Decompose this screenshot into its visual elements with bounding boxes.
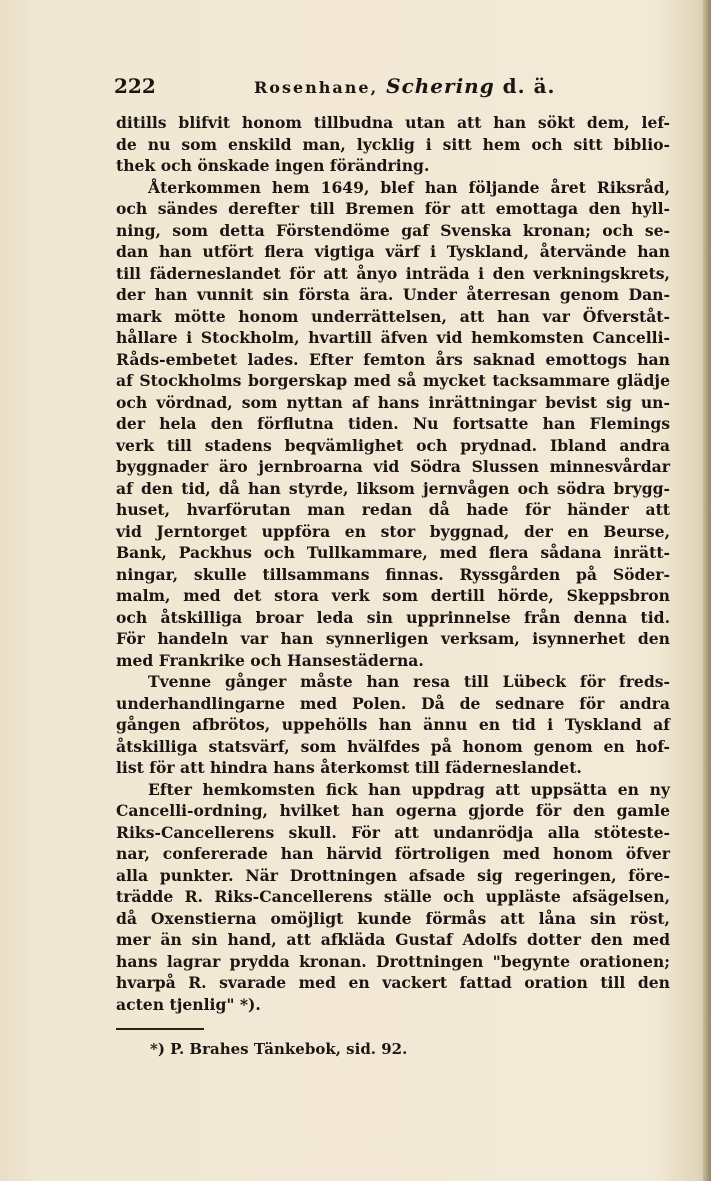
body-text <box>116 112 670 1015</box>
page-header <box>114 74 674 104</box>
text-line: acten tjenlig" *). <box>116 994 261 1014</box>
text-line: af den tid, då han styrde, liksom jernvågen och södra brygg- <box>116 478 670 498</box>
running-title-author: Rosenhane, <box>254 78 379 97</box>
text-line: byggnader äro jernbroarna vid Södra Slussen minnesvårdar <box>116 457 670 476</box>
text-line: För handeln var han synnerligen verksam, isynnerhet den <box>116 629 670 648</box>
text-line: thek och önskade ingen förändring. <box>116 156 430 175</box>
running-title-name: Schering <box>386 74 495 98</box>
text-line: mer än sin hand, att afkläda Gustaf Adolfs dotter den med <box>116 930 670 949</box>
text-line: vid Jerntorget uppföra en stor byggnad, der en Beurse, <box>116 521 670 541</box>
text-line: Bank, Packhus och Tullkammare, med flera sådana inrätt- <box>116 543 670 562</box>
text-line: Återkommen hem 1649, blef han följande året Riksråd, <box>148 177 670 197</box>
text-line: och vördnad, som nyttan af hans inrättningar bevist sig un- <box>116 392 670 412</box>
text-line: Tvenne gånger måste han resa till Lübeck för freds- <box>148 672 670 691</box>
text-line: der han vunnit sin första ära. Under återresan genom Dan- <box>116 285 670 304</box>
text-line: med Frankrike och Hansestäderna. <box>116 650 424 670</box>
text-line: gången afbrötos, uppehölls han ännu en tid i Tyskland af <box>116 715 670 734</box>
text-line: ning, som detta Förstendöme gaf Svenska kronan; och se- <box>116 220 670 240</box>
text-line: verk till stadens beqvämlighet och prydnad. Ibland andra <box>116 435 670 455</box>
text-line: Efter hemkomsten fick han uppdrag att uppsätta en ny <box>148 779 670 799</box>
text-line: hans lagrar prydda kronan. Drottningen "begynte orationen; <box>116 951 670 971</box>
text-line: list för att hindra hans återkomst till fäderneslandet. <box>116 758 582 777</box>
text-line: alla punkter. När Drottningen afsade sig regeringen, före- <box>116 865 670 885</box>
text-line: och sändes derefter till Bremen för att emottaga den hyll- <box>116 199 670 218</box>
text-line: och åtskilliga broar leda sin upprinnelse från denna tid. <box>116 607 670 627</box>
text-line: hållare i Stockholm, hvartill äfven vid hemkomsten Cancelli- <box>116 328 670 347</box>
text-line: åtskilliga statsvärf, som hvälfdes på honom genom en hof- <box>116 736 670 756</box>
text-line: ditills blifvit honom tillbudna utan att han sökt dem, lef- <box>116 113 670 132</box>
text-line: dan han utfört flera vigtiga värf i Tyskland, återvände han <box>116 242 670 261</box>
text-line: de nu som enskild man, lycklig i sitt hem och sitt biblio- <box>116 134 670 154</box>
page-edge <box>703 0 711 1181</box>
text-line: underhandlingarne med Polen. Då de sednare för andra <box>116 693 670 713</box>
text-line: Cancelli-ordning, hvilket han ogerna gjorde för den gamle <box>116 801 670 820</box>
page-number: 222 <box>114 74 156 98</box>
running-title <box>254 74 556 98</box>
text-line: der hela den förflutna tiden. Nu fortsatte han Flemings <box>116 414 670 433</box>
text-line: hvarpå R. svarade med en vackert fattad oration till den <box>116 973 670 992</box>
text-line: trädde R. Riks-Cancellerens ställe och uppläste afsägelsen, <box>116 887 670 906</box>
text-line: malm, med det stora verk som dertill hörde, Skeppsbron <box>116 586 670 605</box>
text-line: Riks-Cancellerens skull. För att undanrödja alla stöteste- <box>116 822 670 842</box>
text-line: till fäderneslandet för att ånyo inträda i den verkningskrets, <box>116 263 670 283</box>
running-title-suffix: d. ä. <box>502 74 556 98</box>
text-line: då Oxenstierna omöjligt kunde förmås att låna sin röst, <box>116 908 670 928</box>
text-line: huset, hvarförutan man redan då hade för händer att <box>116 500 670 519</box>
text-line: nar, confererade han härvid förtroligen med honom öfver <box>116 844 670 863</box>
text-line: af Stockholms borgerskap med så mycket tacksammare glädje <box>116 371 670 390</box>
footnote: *) P. Brahes Tänkebok, sid. 92. <box>150 1040 408 1058</box>
footnote-rule <box>116 1028 204 1030</box>
text-line: mark mötte honom underrättelsen, att han var Öfverståt- <box>116 306 670 326</box>
text-line: Råds-embetet lades. Efter femton års saknad emottogs han <box>116 349 670 369</box>
text-line: ningar, skulle tillsammans finnas. Ryssgården på Söder- <box>116 564 670 584</box>
